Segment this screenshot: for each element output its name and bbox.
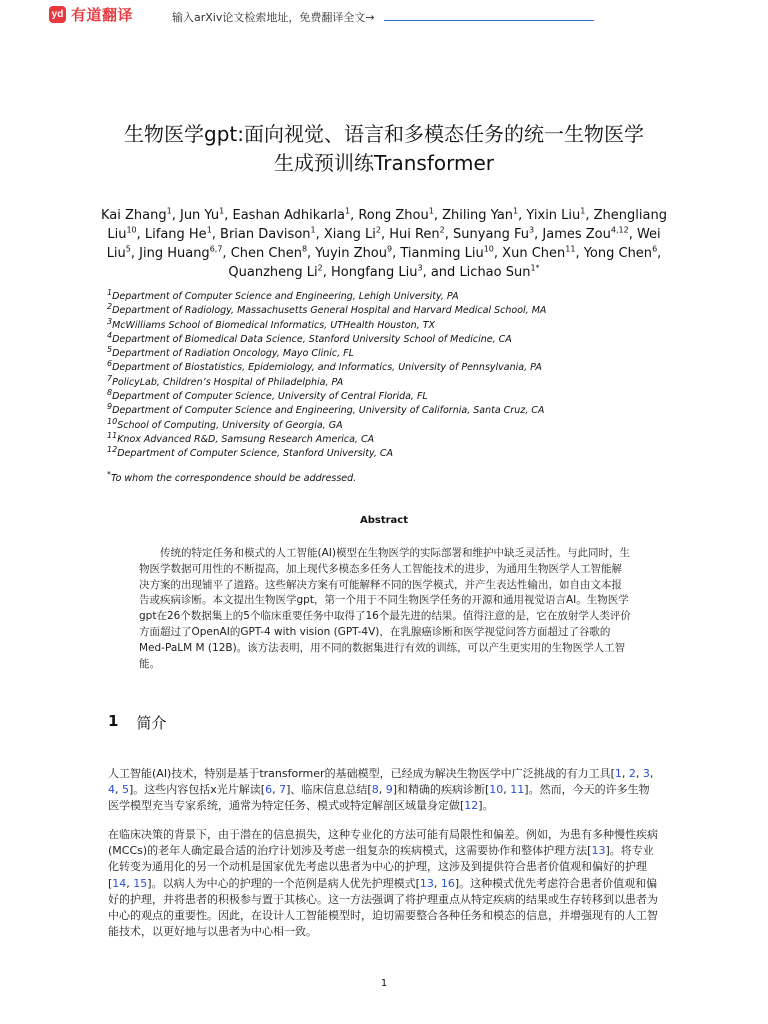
author-affiliation-mark: 1* [530, 263, 540, 273]
citation-link[interactable]: 11 [510, 783, 525, 797]
citation-link[interactable]: 16 [440, 876, 455, 890]
author-affiliation-mark: 3 [417, 263, 423, 273]
author-affiliation-mark: 1 [206, 225, 212, 235]
author-name: Quanzheng Li [228, 265, 318, 280]
affiliation-item [107, 304, 667, 318]
citation-link[interactable]: 2 [628, 767, 636, 780]
affiliation-text: Department of Computer Science, University of Central Florida, FL [112, 391, 428, 403]
author-affiliation-mark: 9 [387, 244, 393, 254]
author-name: Brian Davison [220, 227, 311, 242]
citation-link[interactable]: 7 [279, 783, 287, 797]
citation-link[interactable]: 3 [642, 767, 650, 780]
paragraph-text: 在临床决策的背景下，由于潜在的信息损失，这种专业化的方法可能有局限性和偏差。例如，为患有多种慢性疾病(MCCs)的老年人确定最合适的治疗计划涉及考虑一组复杂的疾病模式，这需要协作和整体护理方法[ [108, 828, 658, 858]
youdao-logo-icon: yd [49, 6, 66, 23]
affiliation-text: Department of Computer Science, Stanford University, CA [117, 448, 394, 460]
citation-link[interactable]: 13 [419, 876, 434, 890]
paragraph-text: , [272, 783, 280, 797]
author-affiliation-mark: 1 [344, 206, 351, 216]
affiliation-item [107, 287, 667, 304]
affiliation-item [107, 416, 667, 433]
paragraph-text: ]。将专业化转变为通用化的另一个动机是国家优先考虑以患者为中心的护理，这涉及到提供符合患者价值观和偏好的护理[ [108, 844, 654, 890]
intro-paragraph-2 [108, 827, 660, 940]
correspondence-note [107, 470, 356, 484]
author-name: Kai Zhang [101, 208, 167, 223]
affiliation-number: 6 [107, 359, 113, 369]
paragraph-text: ]。然而，今天的许多生物医学模型充当专家系统，通常为特定任务、模式或特定解剖区域量身定做[ [108, 783, 650, 813]
paragraph-text: ]。 [478, 799, 494, 813]
affiliation-number: 12 [107, 445, 118, 455]
author-name: Yixin Liu [526, 208, 581, 223]
citation-link[interactable]: 14 [112, 876, 127, 890]
affiliation-text: Department of Computer Science and Engineering, University of California, Santa Cruz, CA [112, 405, 545, 417]
affiliation-item [107, 447, 667, 461]
author-affiliation-mark: 2 [375, 225, 381, 235]
top-bar [0, 0, 768, 30]
affiliation-number: 7 [107, 373, 113, 383]
author-affiliation-mark: 8 [301, 244, 308, 254]
affiliation-text: Knox Advanced R&D, Samsung Research America, CA [117, 433, 375, 445]
author-affiliation-mark: 5 [125, 244, 131, 254]
affiliation-text: Department of Biomedical Data Science, Stanford University School of Medicine, CA [112, 333, 512, 345]
affiliation-text: Department of Radiation Oncology, Mayo Clinic, FL [112, 348, 354, 360]
author-affiliation-mark: 2 [439, 225, 445, 235]
author-list: Kai Zhang$^1$, Jun Yu$^1$, Eashan Adhikarla$^1$, Rong Zhou$^1$, Zhiling Yan$^1$, Yixin Liu$^1$, Zhengliang Liu$^{10}$, Lifang He$^1$, Brian Davison$^1$, Xiang Li$^2$, Hui Ren$^2$, Sunyang Fu$^3$, James Zou$^{4,12}$, Wei Liu$^5$, Jing Huang$^{6,7}$, Chen Chen$^8$, Yuyin Zhou$^9$, Tianming Liu$^{10}$, Xun Chen$^{11}$, Yong Chen$^6$, Quanzheng Li$^2$, Hongfang Liu$^3$, and Lichao Sun$^{1*}$ [101, 206, 667, 280]
citation-link[interactable]: 12 [464, 799, 479, 813]
section-heading [108, 712, 166, 733]
author-affiliation-mark: 1 [310, 225, 316, 235]
youdao-logo[interactable] [49, 4, 133, 25]
section-title: 简介 [136, 714, 167, 732]
affiliation-number: 2 [107, 302, 113, 312]
affiliation-text: McWilliams School of Biomedical Informatics, UTHealth Houston, TX [112, 319, 436, 331]
affiliation-text: Department of Computer Science and Engineering, Lehigh University, PA [112, 291, 459, 302]
affiliation-item [107, 330, 667, 347]
author-name: Hui Ren [389, 227, 440, 242]
affiliation-item [107, 316, 667, 333]
affiliation-number: 8 [107, 387, 113, 397]
paragraph-text: 人工智能(AI)技术，特别是基于transformer的基础模型，已经成为解决生物医学中广泛挑战的有力工具[ [108, 767, 615, 780]
paper-title [60, 120, 708, 178]
section-number: 1 [108, 712, 119, 730]
affiliation-text: PolicyLab, Children’s Hospital of Philadelphia, PA [112, 376, 344, 388]
author-name: Lifang He [144, 227, 207, 242]
affiliation-text: School of Computing, University of Georgia, GA [117, 419, 343, 431]
paragraph-text: , [433, 876, 441, 890]
affiliation-number: 5 [107, 345, 113, 355]
author-affiliation-mark: 3 [529, 225, 535, 235]
author-name: Yong Chen [583, 246, 653, 261]
affiliation-number: 10 [107, 416, 118, 426]
affiliation-number: 1 [107, 287, 113, 297]
citation-link[interactable]: 5 [122, 783, 129, 797]
author-affiliation-mark: 1 [219, 206, 225, 216]
author-name: Xun Chen [502, 246, 566, 261]
paragraph-text: ]。以病人为中心的护理的一个范例是病人优先护理模式[ [147, 876, 420, 890]
affiliation-number: 4 [107, 330, 113, 340]
paragraph-text: , [126, 876, 134, 890]
author-affiliation-mark: 6 [652, 244, 658, 254]
paragraph-text: , [635, 767, 643, 780]
affiliation-number: 3 [107, 316, 113, 326]
affiliation-number: 11 [107, 430, 118, 440]
paper-title-line1: 生物医学gpt:面向视觉、语言和多模态任务的统一生物医学 [124, 122, 644, 146]
citation-link[interactable]: 9 [385, 783, 393, 797]
author-name: Rong Zhou [358, 208, 429, 223]
author-affiliation-mark: 10 [483, 244, 494, 254]
author-name: James Zou [542, 227, 611, 242]
citation-link[interactable]: 13 [591, 844, 606, 858]
affiliation-item [107, 347, 667, 361]
author-name: Chen Chen [230, 246, 302, 261]
author-name: Zhengliang Liu [107, 208, 667, 242]
author-name: Xiang Li [323, 227, 376, 242]
paragraph-text: , [649, 767, 654, 780]
author-name: Zhiling Yan [442, 208, 514, 223]
affiliation-item [107, 387, 667, 404]
citation-link[interactable]: 10 [489, 783, 504, 797]
paragraph-text: ]。这些内容包括x光片解读[ [129, 783, 266, 797]
affiliation-number: 9 [107, 402, 113, 412]
author-affiliation-mark: 11 [565, 244, 576, 254]
page-number: 1 [380, 978, 388, 989]
author-name: Jun Yu [179, 208, 220, 223]
paragraph-text: ]、临床信息总结[ [286, 783, 372, 797]
paragraph-text: , [115, 783, 122, 797]
paragraph-text: ]。这种模式优先考虑符合患者价值观和偏好的护理，并将患者的积极参与置于其核心。这一方法强调了将护理重点从特定疾病的结果或生存转移到以患者为中心的观点的重要性。因此，在设计人工智能模型时，迫切需要整合各种任务和模态的信息，并增强现有的人工智能技术，以更好地与以患者为中心相一致。 [108, 876, 658, 939]
author-name: Yuyin Zhou [315, 246, 387, 261]
author-name: Lichao Sun [459, 265, 531, 280]
author-name: Eashan Adhikarla [232, 208, 345, 223]
author-name: Hongfang Liu [331, 265, 418, 280]
affiliation-item [107, 404, 667, 418]
paragraph-text: ]和精确的疾病诊断[ [392, 783, 490, 797]
paper-title-line2: 生成预训练Transformer [273, 151, 494, 175]
author-affiliation-mark: 2 [317, 263, 323, 273]
author-name: Wei Liu [106, 227, 661, 261]
arxiv-url-underline [384, 20, 594, 21]
author-name: Sunyang Fu [453, 227, 530, 242]
affiliation-item [107, 373, 667, 390]
citation-link[interactable]: 6 [265, 783, 273, 797]
citation-link[interactable]: 1 [614, 767, 622, 780]
affiliation-text: Department of Biostatistics, Epidemiology, and Informatics, University of Pennsylvania, PA [112, 362, 542, 374]
intro-paragraph-1 [108, 766, 660, 815]
citation-link[interactable]: 15 [133, 876, 148, 890]
arxiv-url-input[interactable] [172, 6, 594, 22]
author-affiliation-mark: 4,12 [610, 225, 629, 235]
arxiv-url-prompt: 输入arXiv论文检索地址，免费翻译全文→ [172, 11, 375, 24]
author-affiliation-mark: 1 [428, 206, 434, 216]
author-affiliation-mark: 10 [126, 225, 137, 235]
youdao-logo-text: 有道翻译 [71, 6, 134, 24]
affiliation-item [107, 430, 667, 447]
affiliation-list [107, 287, 667, 462]
abstract-text: 传统的特定任务和模式的人工智能(AI)模型在生物医学的实际部署和维护中缺乏灵活性。与此同时，生物医学数据可用性的不断提高，加上现代多模态多任务人工智能技术的进步，为通用生物医学人工智能解决方案的出现铺平了道路。这些解决方案有可能解释不同的医学模式，并产生表达性输出，如自由文本报告或疾病诊断。本文提出生物医学gpt，第一个用于不同生物医学任务的开源和通用视觉语言AI。生物医学gpt在26个数据集上的5个临床重要任务中取得了16个最先进的结果。值得注意的是，它在放射学人类评价方面超过了OpenAI的GPT-4 with vision (GPT-4V)，在乳腺癌诊断和医学视觉问答方面超过了谷歌的Med-PaLM M (12B)。该方法表明，用不同的数据集进行有效的训练，可以产生更实用的生物医学人工智能。 [139, 547, 631, 670]
author-name: Tianming Liu [400, 246, 484, 261]
abstract-heading: Abstract [359, 515, 409, 526]
citation-link[interactable]: 8 [371, 783, 379, 797]
correspondence-mark: * [107, 470, 111, 479]
affiliation-text: Department of Radiology, Massachusetts General Hospital and Harvard Medical School, MA [112, 305, 547, 317]
correspondence-text: To whom the correspondence should be addressed. [110, 473, 357, 485]
paragraph-text: , [503, 783, 511, 797]
author-name: Jing Huang [139, 246, 210, 261]
author-affiliation-mark: 1 [166, 206, 172, 216]
paragraph-text: , [378, 783, 386, 797]
citation-link[interactable]: 4 [108, 783, 115, 797]
paragraph-text: , [621, 767, 629, 780]
affiliation-item [107, 361, 667, 375]
author-affiliation-mark: 1 [513, 206, 519, 216]
author-affiliation-mark: 1 [580, 206, 586, 216]
author-affiliation-mark: 6,7 [209, 244, 223, 254]
